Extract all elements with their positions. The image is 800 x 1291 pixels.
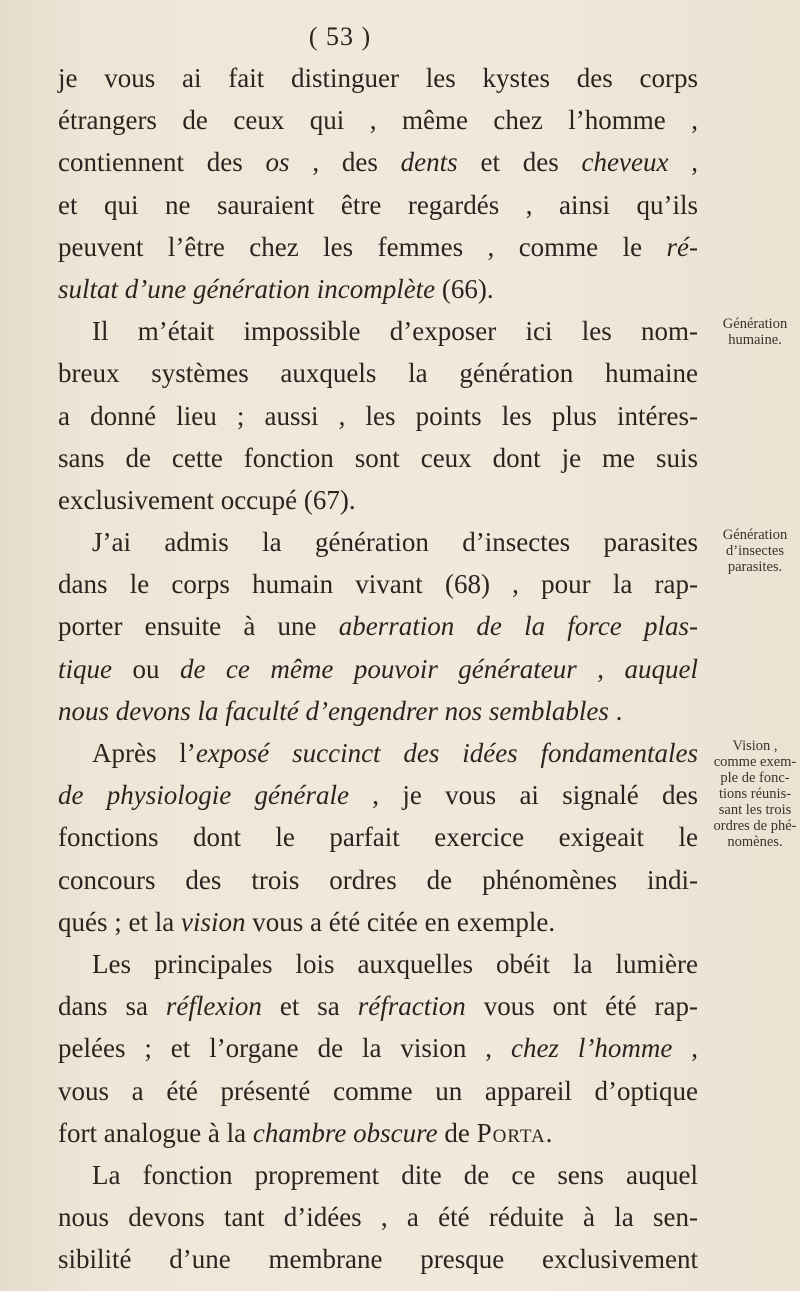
text-line [58, 395, 698, 437]
italic-text: auquel [624, 653, 698, 684]
text-line [58, 605, 698, 647]
italic-text: nous devons la faculté d’engendrer nos semblables [58, 695, 609, 726]
italic-text: vision [180, 906, 246, 937]
small-caps-text: Porta [476, 1117, 546, 1148]
text-line [58, 1238, 698, 1280]
text-line [58, 226, 698, 268]
italic-text: tique [58, 653, 112, 684]
text-segment: concours des trois ordres de phénomènes indi- [58, 864, 698, 895]
text-line [58, 1154, 698, 1196]
text-segment: et sa [261, 991, 358, 1022]
text-segment: . [608, 695, 623, 726]
text-segment: et des [457, 147, 582, 178]
text-segment: Les principales lois auxquelles obéit la lumière [92, 948, 698, 979]
text-line [58, 563, 698, 605]
text-segment: de [437, 1117, 477, 1148]
text-segment: Il m’était impossible d’exposer ici les nom- [92, 316, 698, 347]
text-segment: , [668, 147, 698, 178]
margin-note-line: humaine. [728, 332, 782, 349]
text-line [58, 310, 698, 352]
text-line [58, 985, 698, 1027]
margin-note-line: parasites. [727, 559, 783, 576]
text-segment: pelées ; et l’organe de la vision , [58, 1033, 511, 1064]
text-segment: fonctions dont le parfait exercice exigeait le [58, 822, 698, 853]
text-line [58, 1112, 698, 1154]
italic-text: ré- [666, 231, 698, 262]
text-line [58, 352, 698, 394]
text-line [58, 943, 698, 985]
margin-note [712, 316, 798, 348]
italic-text: chambre obscure [252, 1117, 438, 1148]
text-segment: sans de cette fonction sont ceux dont je me suis [58, 442, 698, 473]
italic-text: dents [400, 147, 458, 178]
text-line [58, 99, 698, 141]
margin-note-line: Génération [722, 316, 788, 333]
text-line [58, 690, 698, 732]
text-segment: je vous ai fait distinguer les kystes des corps [58, 63, 698, 93]
text-segment: vous ont été rap- [465, 991, 699, 1022]
text-segment: breux systèmes auxquels la génération humaine [58, 358, 698, 389]
italic-text: aberration de la force plas- [338, 611, 698, 642]
margin-note-line: Vision , [732, 738, 778, 755]
text-line [58, 268, 698, 310]
text-segment: étrangers de ceux qui , même chez l’homme , [58, 105, 698, 136]
margin-note [712, 527, 798, 575]
margin-note-line: ordres de phé- [713, 818, 797, 835]
text-line [58, 774, 698, 816]
text-segment: , des [289, 147, 401, 178]
text-segment: , je vous ai signalé des [349, 780, 698, 811]
text-line [58, 1027, 698, 1069]
italic-text: de ce même pouvoir générateur [179, 653, 577, 684]
text-line [58, 184, 698, 226]
text-line [58, 1070, 698, 1112]
text-line [58, 816, 698, 858]
text-line [58, 1196, 698, 1238]
text-segment: dans sa [58, 991, 166, 1022]
text-line [58, 648, 698, 690]
margin-note-line: tions réunis- [718, 786, 792, 803]
text-line [58, 57, 698, 99]
text-segment: J’ai admis la génération d’insectes parasites [92, 527, 698, 558]
text-segment: exclusivement occupé (67). [58, 484, 356, 515]
text-segment: dans le corps humain vivant (68) , pour la rap- [58, 569, 698, 600]
margin-note-line: Génération [722, 527, 788, 544]
text-segment: . [545, 1117, 553, 1148]
page-number: ( 53 ) [308, 22, 372, 51]
italic-text: os [265, 147, 290, 178]
margin-note [712, 738, 798, 850]
text-segment: sibilité d’une membrane presque exclusivement [58, 1244, 698, 1275]
text-line [58, 521, 698, 563]
text-segment: peuvent l’être chez les femmes , comme le [58, 231, 667, 262]
margin-note-line: d’insectes [726, 543, 784, 560]
italic-text: cheveux [581, 147, 669, 178]
text-segment: (66). [435, 273, 494, 304]
italic-text: réfraction [357, 991, 466, 1022]
text-segment: et qui ne sauraient être regardés , ainsi qu’ils [58, 189, 698, 220]
text-segment: nous devons tant d’idées , a été réduite à la sen- [58, 1202, 698, 1233]
italic-text: chez l’homme [510, 1033, 673, 1064]
text-line [58, 141, 698, 183]
margin-note-line: sant les trois [718, 802, 792, 819]
margin-note-line: comme exem- [713, 754, 797, 771]
margin-note-line: ple de fonc- [720, 770, 790, 787]
text-line [58, 479, 698, 521]
text-segment: ou [112, 653, 180, 684]
italic-text: réflexion [165, 991, 262, 1022]
text-segment: vous a été présenté comme un appareil d’optique [58, 1075, 698, 1106]
text-segment: contiennent des [58, 147, 266, 178]
text-segment: La fonction proprement dite de ce sens auquel [92, 1159, 698, 1190]
text-segment: , [672, 1033, 699, 1064]
italic-text: de physiologie générale [58, 780, 350, 811]
text-segment: porter ensuite à une [58, 611, 339, 642]
text-line [58, 437, 698, 479]
text-segment: a donné lieu ; aussi , les points les plus intéres- [58, 400, 698, 431]
text-segment: vous a été citée en exemple. [245, 906, 556, 937]
text-line [58, 732, 698, 774]
text-segment: Après l’ [92, 738, 196, 768]
margin-note-line: nomènes. [727, 834, 783, 851]
italic-text: exposé succinct des idées fondamentales [195, 738, 698, 768]
text-line [58, 901, 698, 943]
text-segment: fort analogue à la [58, 1117, 253, 1148]
text-line [58, 859, 698, 901]
body-text [58, 57, 698, 1280]
italic-text: sultat d’une génération incomplète [58, 273, 436, 304]
text-segment: qués ; et la [58, 906, 181, 937]
text-segment: , [576, 653, 625, 684]
